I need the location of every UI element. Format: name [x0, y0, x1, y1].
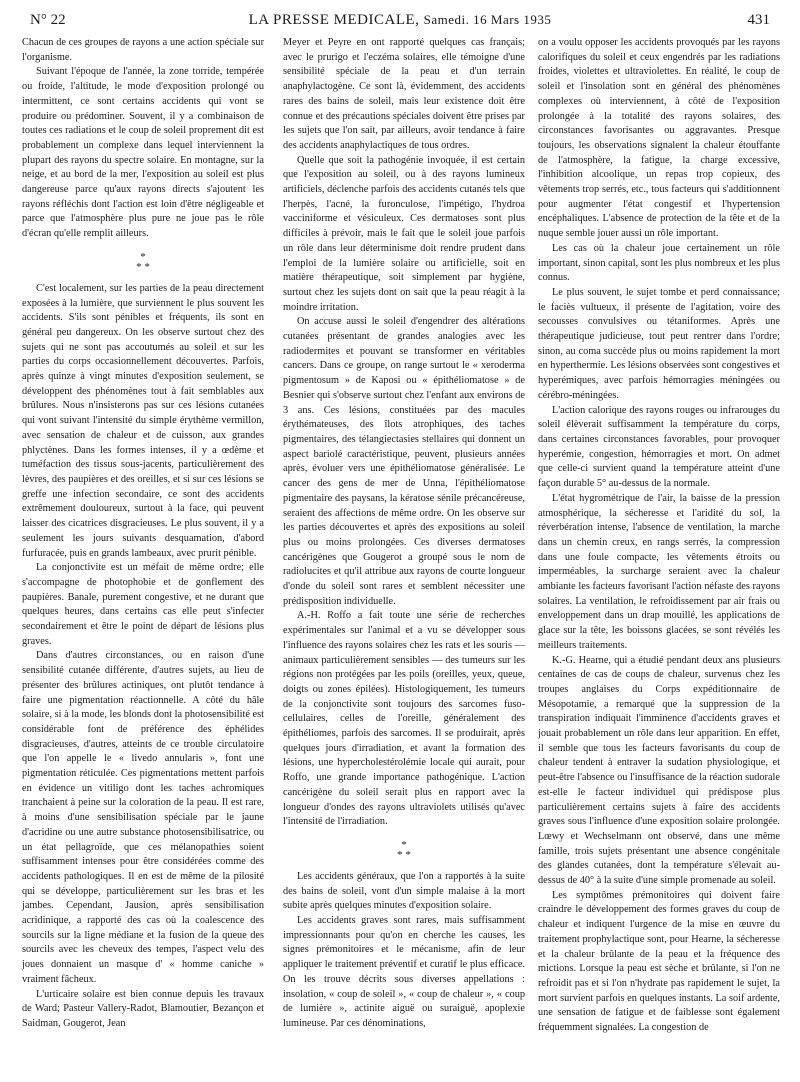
issue-date: Samedi. 16 Mars 1935: [423, 12, 552, 27]
issue-number: N° 22: [30, 12, 66, 28]
text-column-1: [22, 36, 264, 1032]
paragraph: Les accidents graves sont rares, mais suffisamment impressionnants pour qu'on en cherche les causes, les signes prémonitoires et le mécanisme, afin de leur appliquer le traitement préventif et curatif le plus efficace. On les trouve décrits sous diverses appellations : insolation, « coup de soleil », « coup de chaleur », « coup de lumière », actinite aiguë ou suraiguë, apoplexie lumineuse. Par ces dénominations,: [283, 915, 525, 1029]
paragraph: C'est localement, sur les parties de la peau directement exposées à la lumière, que surviennent le plus souvent les accidents. S'ils sont pénibles et fréquents, ils sont en général peu dangereux. On les observe surtout chez des sujets qui ne sont pas accoutumés au soleil et sur les parties du corps occasionnellement découvertes. Parfois, après quinze à vingt minutes d'exposition seulement, se développent des phénomènes tout à fait semblables aux brûlures. Nous n'insisterons pas sur ces lésions cutanées qui vont suivant l'intensité du simple érythème vermillon, avec sensation de chaleur et de cuisson, aux grandes phlyctènes. Dans les formes intenses, il y a œdème et tuméfaction des tissus sous-jacents, particulièrement des lèvres, des paupières et des oreilles, et si sur ces lésions se greffe une infection secondaire, ce sont des accidents extrêmement douloureux, surtout à la face, qui peuvent laisser des cicatrices disgracieuses. Le plus souvent, il y a seulement les jours suivants desquamation, d'abord furfuracée, puis en grands lambeaux, avec prurit pénible.: [22, 282, 264, 559]
paragraph: Les symptômes prémonitoires qui doivent faire craindre le développement des formes graves du coup de chaleur et indiquent l'urgence de la mise en œuvre du traitement prophylactique sont, pour Hearne, la sécheresse et la chaleur brûlante de la peau et la fréquence des mictions. Lorsque la peau est sèche et brûlante, si l'on ne refroidit pas et si l'on n'hydrate pas rapidement le sujet, la mort survient parfois en quelques instants. La soif ardente, une sensation de fatigue et de faiblesse sont également fréquemment signalées. La congestion de: [538, 889, 780, 1034]
paragraph: Les cas où la chaleur joue certainement un rôle important, sinon capital, sont les plus nombreux et les plus connus.: [538, 242, 780, 284]
separator-star: *: [140, 250, 146, 263]
paragraph: L'état hygrométrique de l'air, la baisse de la pression atmosphérique, la sécheresse et l'aridité du sol, la réverbération intense, l'absence de ventilation, la marche dans un chemin creux, en rangs serrés, la compression dans une foule compacte, les vêtements étroits ou imperméables, la surcharge seraient avec la chaleur ambiante les facteurs favorisant l'action néfaste des rayons solaires. La ventilation, le refroidissement par air frais ou enveloppement dans un drap mouillé, les applications de glace sur la tête, les boissons glacées, se sont révélés les meilleurs traitements.: [538, 492, 780, 651]
paragraph: Quelle que soit la pathogénie invoquée, il est certain que l'exposition au soleil, ou à des rayons lumineux artificiels, déclenche parfois des accidents cutanés tels que l'herpès, l'acné, la furonculose, l'impétigo, l'hydroa vacciniforme et vésiculeux. Ces dermatoses sont plus difficiles à prévoir, mais le fait que le soleil joue parfois un rôle dans leur déterminisme doit rendre prudent dans l'emploi de la lumière solaire ou artificielle, soit en matière thérapeutique, soit simplement par hygiène, surtout chez les sujets dont on sait que la peau réagit à la moindre irritation.: [283, 154, 525, 313]
separator-star: *: [401, 838, 407, 851]
paragraph: A.-H. Roffo a fait toute une série de recherches expérimentales sur l'animal et a vu se développer sous l'influence des rayons solaires chez les rats et les souris — animaux particulièrement sensibles — des tumeurs sur les régions non protégées par les poils (oreilles, yeux, queue, doigts ou zones épilées). Histologiquement, les tumeurs de la conjonctivite sont toujours des sarcomes fuso-cellulaires, celles de l'oreille, généralement des épithéliomes, parfois des sarcomes. Il se produirait, après quelques jours d'irradiation, et avant la formation des lésions, une hypercholestérolémie locale qui aurait, pour Roffo, une grande importance pathogénique. L'action cancérigène du soleil serait plus en rapport avec la longueur d'ondes des rayons ultraviolets utilisés qu'avec l'intensité de l'irradiation.: [283, 610, 525, 828]
journal-title: LA PRESSE MEDICALE,: [248, 12, 420, 28]
paragraph: La conjonctivite est un méfait de même ordre; elle s'accompagne de photophobie et de gonflement des paupières. Banale, purement congestive, et ne durant que quelques heures, dans certains cas elle peut s'infecter secondairement et être le point de départ de lésions plus graves.: [22, 562, 264, 647]
paragraph: Meyer et Peyre en ont rapporté quelques cas français; avec le prurigo et l'eczéma solaires, elle témoigne d'une sensibilité spéciale de la peau et d'un terrain anaphylactogène. Ce sont là, évidemment, des accidents rares des bains de soleil, mais leur existence doit être connue et des précautions spéciales doivent être prises par les sujets que l'on sait, par ailleurs, avoir tendance à faire des accidents anaphylactiques de tous ordres.: [283, 37, 525, 151]
section-separator: [283, 840, 525, 860]
paragraph: Chacun de ces groupes de rayons a une action spéciale sur l'organisme.: [22, 37, 264, 63]
paragraph: Dans d'autres circonstances, ou en raison d'une sensibilité cutanée différente, d'autres sujets, au lieu de présenter des brûlures actiniques, ont plutôt tendance à faire une pigmentation réactionnelle. A côté du hâle solaire, si à la mode, les blonds dont la photosensibilité est considérable font de préférence des éphélides disgracieuses, d'autres, atteints de ce trouble circulatoire que l'on appelle le « livedo annularis », font une pigmentation réticulée. Ces pigmentations mettent parfois en évidence un vitiligo dont les taches achromiques tranchaient à peine sur la coloration de la peau. Il est rare, à moins d'une sensibilisation spéciale par le jaune d'acridine ou une autre substance photosensibilisatrice, ou un état pellagroïde, que ces mélanopathies soient suffisamment intenses pour être considérées comme des accidents pathologiques. Il en est de même de la pilosité qui se développe, particulièrement sur les bras et les jambes. Cependant, Jausion, après sensibilisation acridinique, a rapporté des cas où la coalescence des sourcils sur la ligne médiane et la fusion de la queue des sourcils avec les cheveux des tempes, l'aspect velu des joues donnaient un masque d' « homme caniche » vraiment fâcheux.: [22, 650, 264, 985]
paragraph: K.-G. Hearne, qui a étudié pendant deux ans plusieurs centaines de cas de coups de chaleur, survenus chez les troupes anglaises du Corps expéditionnaire de Mésopotamie, a remarqué que la suppression de la transpiration indiquait l'imminence d'accidents graves et jouait probablement un rôle dans leur apparition. En effet, il semble que tous les facteurs favorisants du coup de chaleur tendent à entraver la sudation physiologique, et peut-être l'absence ou l'insuffisance de la réaction sudorale est-elle le facteur individuel qui prédispose plus particulièrement certains sujets à faire des accidents graves sous l'influence d'une exposition solaire prolongée. Lœwy et Wechselmann ont observé, dans une même famille, trois sujets présentant une absence congénitale des glandes cutanées, dont la température s'élevait au-dessus de 40° à la suite d'une simple promenade au soleil.: [538, 654, 780, 887]
text-column-3: [538, 36, 780, 1036]
paragraph: Les accidents généraux, que l'on a rapportés à la suite des bains de soleil, vont d'un simple malaise à la mort subite après quelques minutes d'exposition solaire.: [283, 870, 525, 912]
page-number: 431: [747, 12, 770, 28]
running-title: [30, 12, 770, 29]
paragraph: Le plus souvent, le sujet tombe et perd connaissance; le faciès vultueux, il présente de l'agitation, voire des secousses convulsives ou tétaniformes. Après une thérapeutique judicieuse, tout peut rentrer dans l'ordre; sinon, au coma succède plus ou moins rapidement la mort en hyperthermie. Les lésions observées sont congestives et hyperémiques, avec parfois hémorragies méningées ou cérébro-méningées.: [538, 286, 780, 401]
separator-stars: * *: [397, 848, 411, 861]
separator-stars: * *: [136, 260, 150, 273]
paragraph: L'action calorique des rayons rouges ou infrarouges du soleil élèverait suffisamment la température du corps, dans certaines circonstances favorables, pour provoquer hyperémie, congestion, hémorragies et mort. On admet que celle-ci survient quand la température atteint d'une façon durable 5° au-dessus de la normale.: [538, 404, 780, 490]
text-column-2: [283, 36, 525, 1032]
paragraph: On accuse aussi le soleil d'engendrer des altérations cutanées présentant de grandes analogies avec les radiodermites et pouvant se transformer en véritables cancers. Dans ce groupe, on range surtout le « xeroderma pigmentosum » de Kaposi ou « épithéliomatose » de Besnier qui s'observe surtout chez l'enfant aux environs de 3 ans. Ces lésions, constituées par des macules érythémateuses, des îlots atrophiques, des taches pigmentaires, des télangiectasies stellaires qui donnent un aspect bariolé caractéristique, peuvent, plusieurs années après, évoluer vers une épithéliomatose généralisée. Le cancer des gens de mer de Unna, l'épithéliomatose pigmentaire des paysans, la kératose sénile précancéreuse, seraient des affections de même ordre. On les observe sur les parties découvertes et après des expositions au soleil plus ou moins prolongées. Ces diverses dermatoses cancérigènes que Gougerot a groupé sous le nom de radiolucites et qu'il attribue aux rayons de courte longueur d'onde du soleil sont rares et semblent nécessiter une prédisposition individuelle.: [283, 316, 525, 607]
page-header: [30, 10, 770, 36]
paragraph: L'urticaire solaire est bien connue depuis les travaux de Ward; Pasteur Vallery-Radot, Blamoutier, Bezançon et Saidman, Gougerot, Jean: [22, 988, 264, 1029]
section-separator: [22, 252, 264, 272]
paragraph: Suivant l'époque de l'année, la zone torride, tempérée ou froide, l'altitude, le mode d'exposition prolongé ou intermittent, ce sont certains accidents qui vont se produire ou prédominer. Souvent, il y a combinaison de toutes ces radiations et le coup de soleil proprement dit est probablement un complexe dans lequel interviennent la plupart des rayons du spectre solaire. En montagne, sur la neige, et au bord de la mer, l'exposition au soleil est plus dangereuse parce qu'aux rayons directs s'ajoutent les rayons réfléchis dont l'action est loin d'être négligeable et parce que l'atmosphère plus pure ne joue pas le rôle d'écran qu'elle remplit ailleurs.: [22, 66, 264, 240]
paragraph: on a voulu opposer les accidents provoqués par les rayons calorifiques du soleil et ceux engendrés par les radiations froides, violettes et ultraviolettes. En réalité, le coup de soleil et l'insolation sont en général des phénomènes complexes où interviennent, à côté de l'exposition prolongée à la totalité des rayons solaires, des circonstances favorisantes ou aggravantes. Presque toujours, les observations signalent la chaleur étouffante de l'atmosphère, la fatigue, la charge excessive, l'inhibition alcoolique, un repas trop copieux, des vêtements trop serrés, etc., tous facteurs qui s'additionnent pour augmenter l'état congestif et l'hypertension encéphaliques. L'absence de protection de la tête et de la nuque semble jouer aussi un rôle important.: [538, 37, 780, 240]
